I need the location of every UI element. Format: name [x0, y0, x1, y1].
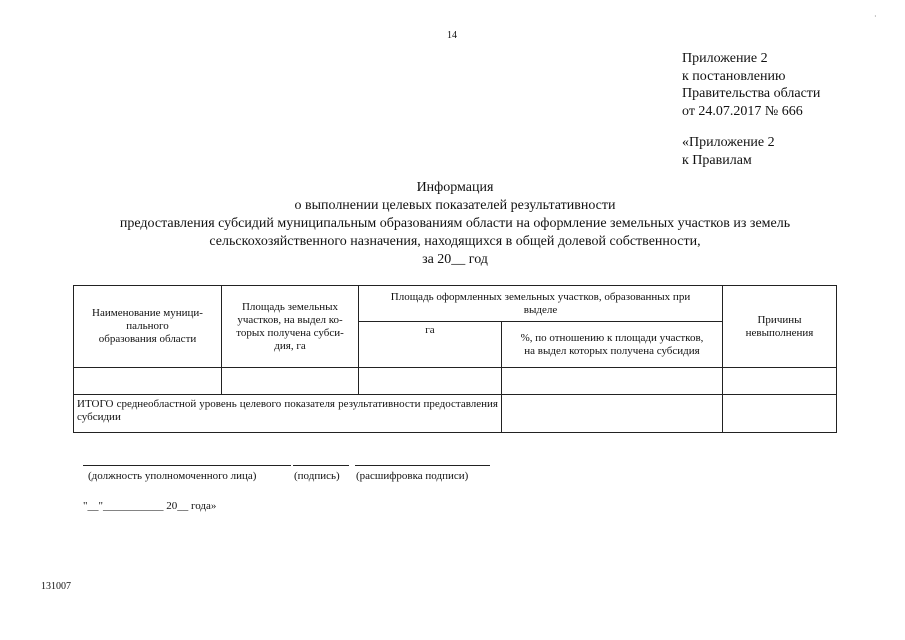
- appendix-line: от 24.07.2017 № 666: [682, 103, 803, 119]
- table-cell: [723, 368, 837, 395]
- position-signature-line: [83, 465, 291, 466]
- header-reasons: [723, 286, 837, 368]
- appendix-line: к постановлению: [682, 68, 786, 84]
- document-code: 131007: [41, 581, 71, 592]
- sign-signature-line: [293, 465, 349, 466]
- sign-label: (подпись): [294, 470, 340, 482]
- table-cell: [723, 395, 837, 433]
- document-title: [60, 179, 850, 269]
- table-cell: [74, 368, 222, 395]
- header-text: Площадь оформленных земельных участков, образованных при выделе: [390, 290, 691, 316]
- corner-mark: ·: [874, 12, 877, 21]
- title-line: сельскохозяйственного назначения, находящихся в общей долевой собственности,: [209, 234, 701, 249]
- table-cell: [502, 395, 723, 433]
- decode-label: (расшифровка подписи): [356, 470, 469, 482]
- title-line: за 20__ год: [422, 252, 488, 267]
- title-line: Информация: [416, 180, 494, 195]
- header-percent: [502, 322, 723, 368]
- header-text: га: [425, 324, 435, 336]
- header-hectares: [359, 322, 502, 368]
- header-text: Площадь земельных участков, на выдел ко- торых получена субси- дия, га: [236, 300, 344, 352]
- total-label: ИТОГО среднеобластной уровень целевого показателя результативности предоставления субсидии: [74, 395, 502, 433]
- appendix-line: Приложение 2: [682, 51, 768, 66]
- appendix-line: к Правилам: [682, 152, 752, 168]
- table-cell: [359, 368, 502, 395]
- table-row: [74, 368, 837, 395]
- header-text: %, по отношению к площади участков, на выдел которых получена субсидия: [520, 331, 704, 357]
- total-row: [74, 395, 837, 433]
- appendix-line: Правительства области: [682, 86, 821, 101]
- table-cell: [222, 368, 359, 395]
- date-line: "__"___________ 20__ года»: [83, 500, 217, 512]
- header-municipality: [74, 286, 222, 368]
- appendix-block: [682, 50, 820, 169]
- table-cell: [502, 368, 723, 395]
- position-label: (должность уполномоченного лица): [88, 470, 257, 482]
- appendix-line: «Приложение 2: [682, 135, 775, 150]
- header-text: Причины невыполнения: [745, 313, 814, 339]
- indicators-table: [73, 285, 837, 433]
- decode-signature-line: [355, 465, 490, 466]
- page-number: 14: [447, 30, 457, 41]
- title-line: о выполнении целевых показателей результативности: [294, 198, 616, 213]
- header-formed-area: [359, 286, 723, 322]
- header-text: Наименование муници- пального образования области: [92, 307, 203, 345]
- header-area: [222, 286, 359, 368]
- title-line: предоставления субсидий муниципальным образованиям области на оформление земельных участков из земель: [119, 216, 791, 231]
